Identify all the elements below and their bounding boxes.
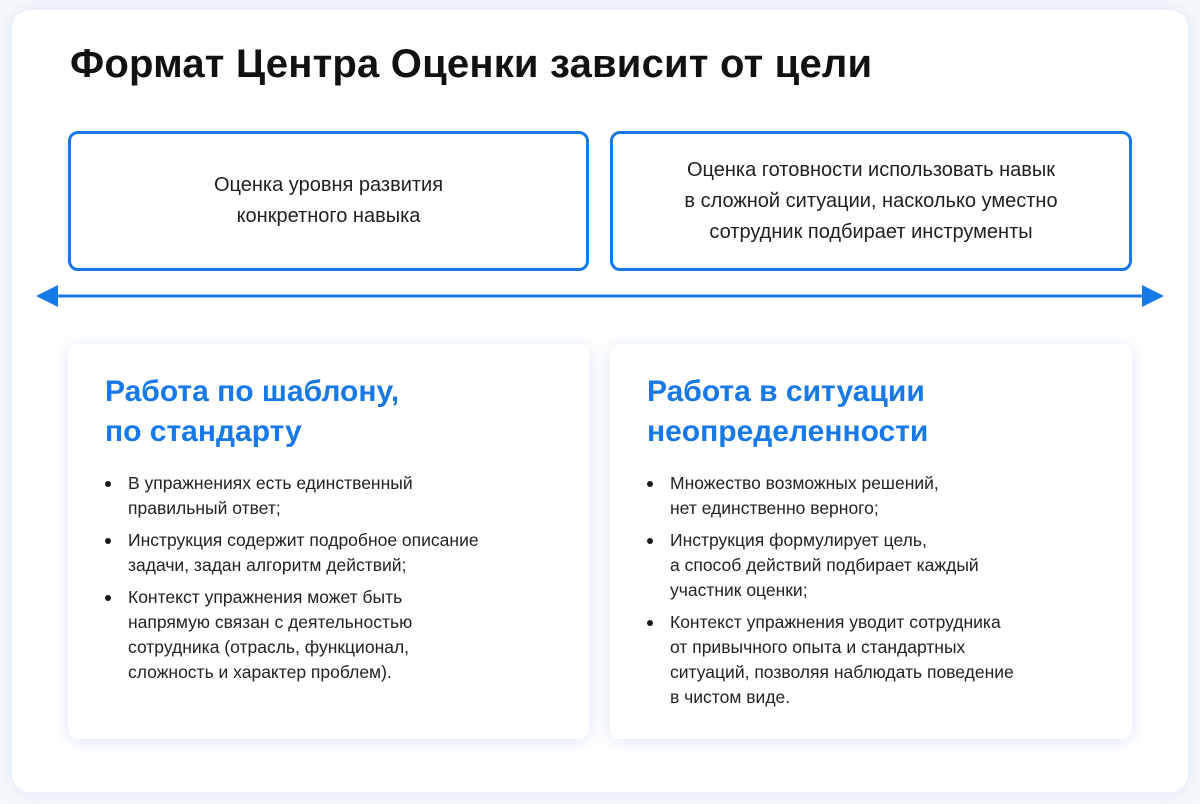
bullet-list-uncertainty-work bbox=[647, 471, 1107, 717]
card-template-work bbox=[68, 344, 589, 739]
card-title-template-work: Работа по шаблону, по стандарту bbox=[105, 375, 400, 448]
page-title: Формат Центра Оценки зависит от цели bbox=[70, 42, 873, 86]
double-arrow-axis bbox=[36, 284, 1164, 308]
goal-text-readiness: Оценка готовности использовать навык в сложной ситуации, насколько уместно сотрудник подбирает инструменты bbox=[684, 158, 1058, 243]
bullet-dot-icon bbox=[105, 481, 111, 487]
goal-text-skill-level: Оценка уровня развития конкретного навыка bbox=[213, 174, 444, 227]
arrow-right-icon bbox=[1142, 285, 1164, 307]
card-uncertainty-work bbox=[610, 344, 1132, 739]
bullet-dot-icon bbox=[105, 595, 111, 601]
list-item bbox=[647, 528, 1107, 603]
list-item-text: В упражнениях есть единственный правильный ответ; bbox=[128, 473, 413, 518]
bullet-dot-icon bbox=[647, 481, 653, 487]
list-item-text: Контекст упражнения уводит сотрудника от привычного опыта и стандартных ситуаций, позволяя наблюдать поведение в чистом виде. bbox=[670, 612, 1014, 707]
bullet-dot-icon bbox=[647, 538, 653, 544]
list-item-text: Инструкция содержит подробное описание задачи, задан алгоритм действий; bbox=[128, 530, 479, 575]
list-item bbox=[105, 471, 565, 521]
list-item bbox=[105, 528, 565, 578]
goal-box-skill-level bbox=[68, 131, 589, 271]
card-title-uncertainty-work: Работа в ситуации неопределенности bbox=[647, 375, 929, 448]
goal-box-readiness bbox=[610, 131, 1132, 271]
list-item bbox=[647, 471, 1107, 521]
list-item-text: Контекст упражнения может быть напрямую связан с деятельностью сотрудника (отрасль, функционал, сложность и характер проблем). bbox=[128, 587, 413, 682]
arrow-left-icon bbox=[36, 285, 58, 307]
bullet-list-template-work bbox=[105, 471, 565, 692]
bullet-dot-icon bbox=[647, 620, 653, 626]
list-item-text: Инструкция формулирует цель, а способ действий подбирает каждый участник оценки; bbox=[670, 530, 979, 600]
list-item bbox=[105, 585, 565, 685]
list-item bbox=[647, 610, 1107, 710]
list-item-text: Множество возможных решений, нет единственно верного; bbox=[670, 473, 939, 518]
bullet-dot-icon bbox=[105, 538, 111, 544]
